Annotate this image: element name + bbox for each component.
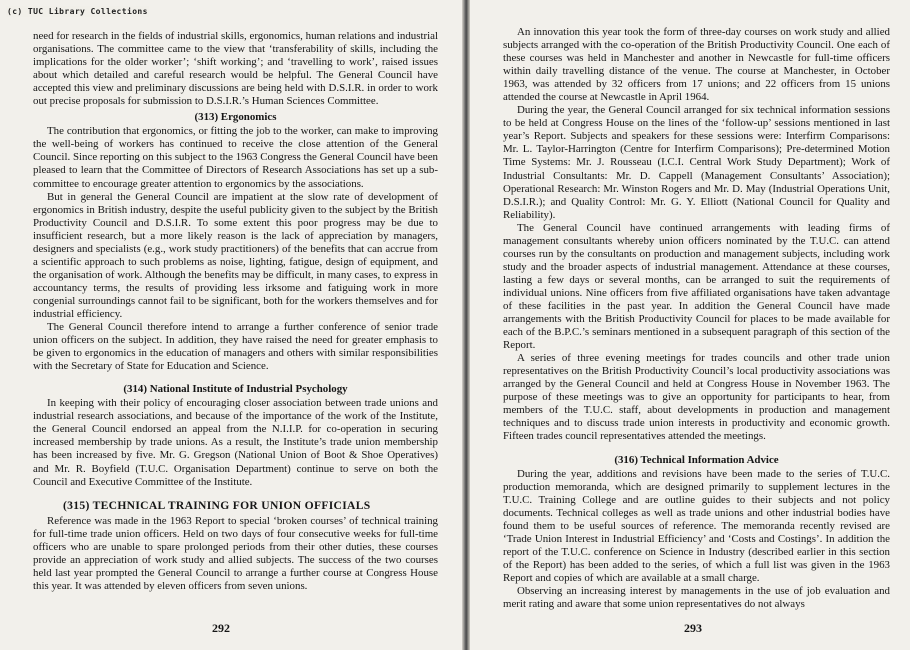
paragraph-innovation: An innovation this year took the form of three-day courses on work study and allied subjects arranged with the co-operation of the British Productivity Council. One each of these courses was held in Manchester and another in Newcastle for full-time officers within daily travelling distance of the venue. The course at Manchester, in October 1963, was attended by 32 officers from 17 unions; and 22 officers from 15 unions attended the course at Newcastle in April 1964. [503, 26, 890, 104]
paragraph-ergonomics-3: The General Council therefore intend to arrange a further conference of senior trade union officers on the subject. In addition, they have raised the need for greater emphasis to be given to ergonomics in the education of managers and others with similar responsibilities with the Secretary of State for Education and Science. [33, 321, 438, 373]
paragraph-technical-training-1: Reference was made in the 1963 Report to special ‘broken courses’ of technical training for full-time trade union officers. Held on two days of four consecutive weeks for full-time officers who are unable to spare prolonged periods from their other duties, these courses provide an appreciation of work study and allied subjects. The success of the two courses held last year prompted the General Council to arrange a further course at Congress House this year. It was attended by eleven officers from seven unions. [33, 514, 438, 592]
book-gutter [462, 0, 470, 650]
heading-ergonomics: (313) Ergonomics [194, 111, 277, 124]
paragraph-technical-information-1: During the year, additions and revisions have been made to the series of T.U.C. production memoranda, which are designed primarily to supplement lectures in the T.U.C. Training College and are outline guides to their subjects and not policy documents. Technical colleges as well as trade unions and other industrial bodies have found them to be useful sources of reference. The memoranda recently revised are ‘Trade Union Interest in Industrial Efficiency’ and ‘Costs and Costings’. In addition the report of the T.U.C. conference on Science in Industry (described earlier in this section of the Report) has been added to the series, of which a full list was given in the 1963 Report and copies of which are available at a small charge. [503, 467, 890, 584]
heading-technical-information: (316) Technical Information Advice [614, 453, 779, 466]
paragraph-niip-1: In keeping with their policy of encouraging closer association between trade unions and industrial research associations, and because of the importance of the work of the Institute, the General Council endorsed an appeal from the N.I.I.P. for co-operation in securing increased membership by trade unions. As a result, the Institute’s trade union membership has been increased by five. Mr. G. Gregson (National Union of Boot & Shoe Operatives) and Mr. R. Boyfield (T.U.C. Organisation Department) continue to serve on both the Council and Executive Committee of the Institute. [33, 397, 438, 488]
watermark-text: (c) TUC Library Collections [7, 7, 148, 16]
paragraph-technical-information-2: Observing an increasing interest by managements in the use of job evaluation and merit rating and aware that some union representatives do not always [503, 584, 890, 611]
paragraph-opening: need for research in the fields of industrial skills, ergonomics, human relations and industrial organisations. The committee came to the view that ‘transferability of skills, including the implications for the older worker’; ‘shift working’; and ‘travelling to work’, raised issues about which detailed and careful research would be helpful. The General Council have accepted this view and preliminary discussions are being held with D.S.I.R. in order to work out precise proposals for submission to D.S.I.R.’s Human Sciences Committee. [33, 30, 438, 108]
page-number-left: 292 [212, 621, 230, 635]
left-page-text [33, 30, 438, 593]
paragraph-consultants: The General Council have continued arrangements with leading firms of management consultants whereby union officers nominated by the T.U.C. can attend courses run by the consultants on production and management subjects, including work study and the broader aspects of industrial management. Attendance at these courses, lasting a few days or several months, can be arranged to suit the requirements of individual unions. Nine officers from five affiliated organisations have taken advantage of these facilities in the past year. In addition the General Council have made arrangements with the British Productivity Council for places to be made available for each of the B.P.C.’s seminars mentioned in a subsequent paragraph of this section of the Report. [503, 221, 890, 352]
paragraph-information-sessions: During the year, the General Council arranged for six technical information sessions to be held at Congress House on the lines of the ‘follow-up’ sessions mentioned in last year’s Report. Subjects and speakers for these sessions were: Interfirm Comparisons: Mr. L. Taylor-Harrington (Centre for Interfirm Comparisons); Pre-determined Motion Time Systems: Mr. J. Rousseau (I.C.I. Central Work Study Department); Work of Industrial Consultants: Mr. D. Cappell (Management Consultants’ Association); Operational Research: Mr. Winston Rogers and Mr. D. May (Industrial Operations Unit, D.S.I.R.); and Quality Control: Mr. G. Y. Elliott (National Council for Quality and Reliability). [503, 104, 890, 221]
right-page [470, 0, 910, 650]
right-page-text [503, 26, 890, 611]
heading-niip: (314) National Institute of Industrial Psychology [123, 383, 348, 396]
paragraph-ergonomics-2: But in general the General Council are impatient at the slow rate of development of ergonomics in British industry, despite the useful publicity given to the subject by the British Productivity Council and D.S.I.R. To some extent this poor progress may be due to insufficient research, but a more likely reason is the lack of appreciation by managers, designers and specialists (e.g., work study practitioners) of the benefits that can accrue from a scientific approach to such problems as noise, lighting, fatigue, design of equipment, and the organisation of work. Although the benefits may be difficult, in many cases, to express in accountancy terms, the results of providing less irksome and fatiguing work in more congenial surroundings cannot fail to be significant, both for the workers themselves and for industrial efficiency. [33, 190, 438, 320]
paragraph-evening-meetings: A series of three evening meetings for trades councils and other trade union representatives on the British Productivity Council’s local productivity associations was arranged by the General Council and held at Congress House in November 1963. The purpose of these meetings was to give an opportunity for participants to hear, from members of the T.U.C. staff, about developments in production and management techniques and to discuss trade union interests in productivity and economic growth. Fifteen trades council representatives attended the meetings. [503, 352, 890, 443]
paragraph-ergonomics-1: The contribution that ergonomics, or fitting the job to the worker, can make to improving the well-being of workers has continued to receive the close attention of the General Council. Since reporting on this subject to the 1963 Congress the General Council have been pleased to learn that the Committee of Directors of Research Associations has set up a sub-committee to encourage greater attention to ergonomics by the associations. [33, 125, 438, 190]
page-number-right: 293 [684, 621, 702, 635]
heading-technical-training: (315) TECHNICAL TRAINING FOR UNION OFFICIALS [63, 498, 371, 512]
